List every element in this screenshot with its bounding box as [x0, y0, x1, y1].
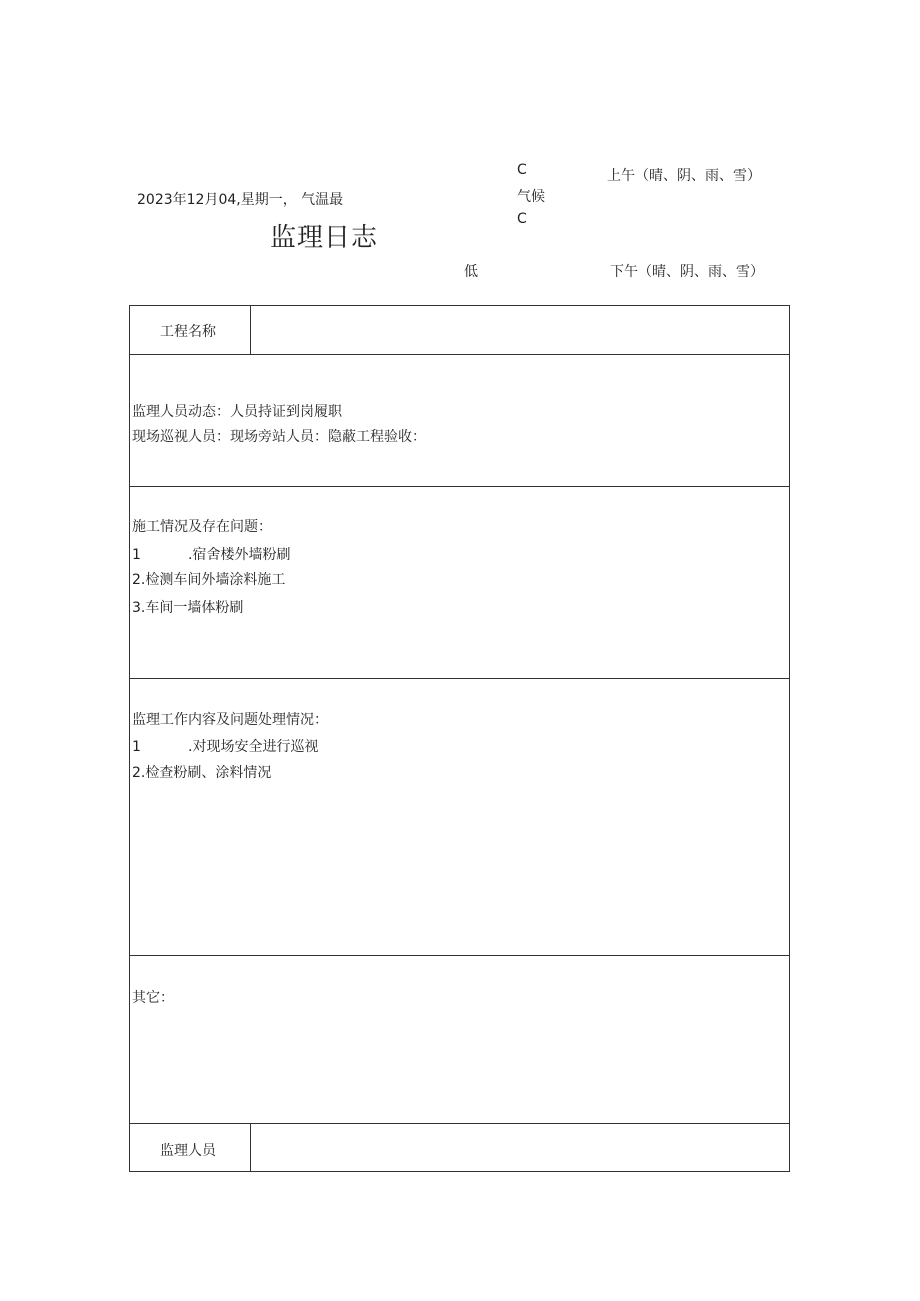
morning-weather-options: 上午（晴、阴、雨、雪） [607, 168, 761, 184]
other-label: 其它： [132, 990, 174, 1006]
row-divider [130, 678, 789, 679]
list-item [132, 544, 290, 564]
item-number: 3. [132, 600, 146, 616]
work-heading: 监理工作内容及问题处理情况： [132, 712, 328, 728]
item-text: 车间一墙体粉刷 [145, 600, 244, 616]
project-name-value[interactable] [260, 321, 780, 341]
item-number: 1 [132, 547, 141, 563]
item-text: .对现场安全进行巡视 [188, 739, 319, 755]
celsius-lower: C [517, 211, 527, 227]
afternoon-weather-options: 下午（晴、阴、雨、雪） [610, 264, 764, 280]
item-number: 1 [132, 739, 141, 755]
item-text: 检测车间外墙涂料施工 [145, 572, 286, 588]
page-title: 监理日志 [270, 223, 379, 253]
list-item [132, 597, 243, 617]
staff-status-line: 监理人员动态：人员持证到岗履职 [132, 404, 342, 420]
celsius-upper: C [517, 162, 527, 178]
item-number: 2. [132, 765, 146, 781]
construction-heading: 施工情况及存在问题： [132, 519, 272, 535]
weather-label: 气候 [517, 189, 545, 205]
date-temperature-line: 2023年12月04,星期一， 气温最 [137, 192, 344, 208]
row-divider [130, 1123, 789, 1124]
list-item [132, 762, 271, 782]
supervisor-label: 监理人员 [160, 1143, 216, 1159]
inspection-staff-line: 现场巡视人员：现场旁站人员：隐蔽工程验收： [132, 429, 426, 445]
project-name-label: 工程名称 [160, 324, 216, 340]
item-number: 2. [132, 572, 146, 588]
column-divider [250, 1123, 251, 1171]
list-item [132, 736, 318, 756]
list-item [132, 569, 285, 589]
log-table [129, 305, 790, 1172]
row-divider [130, 955, 789, 956]
row-divider [130, 486, 789, 487]
column-divider [250, 306, 251, 354]
row-divider [130, 354, 789, 355]
item-text: 检查粉刷、涂料情况 [145, 765, 272, 781]
item-text: .宿舍楼外墙粉刷 [188, 547, 291, 563]
low-temperature-label: 低 [464, 264, 478, 280]
supervisor-value[interactable] [260, 1140, 780, 1160]
